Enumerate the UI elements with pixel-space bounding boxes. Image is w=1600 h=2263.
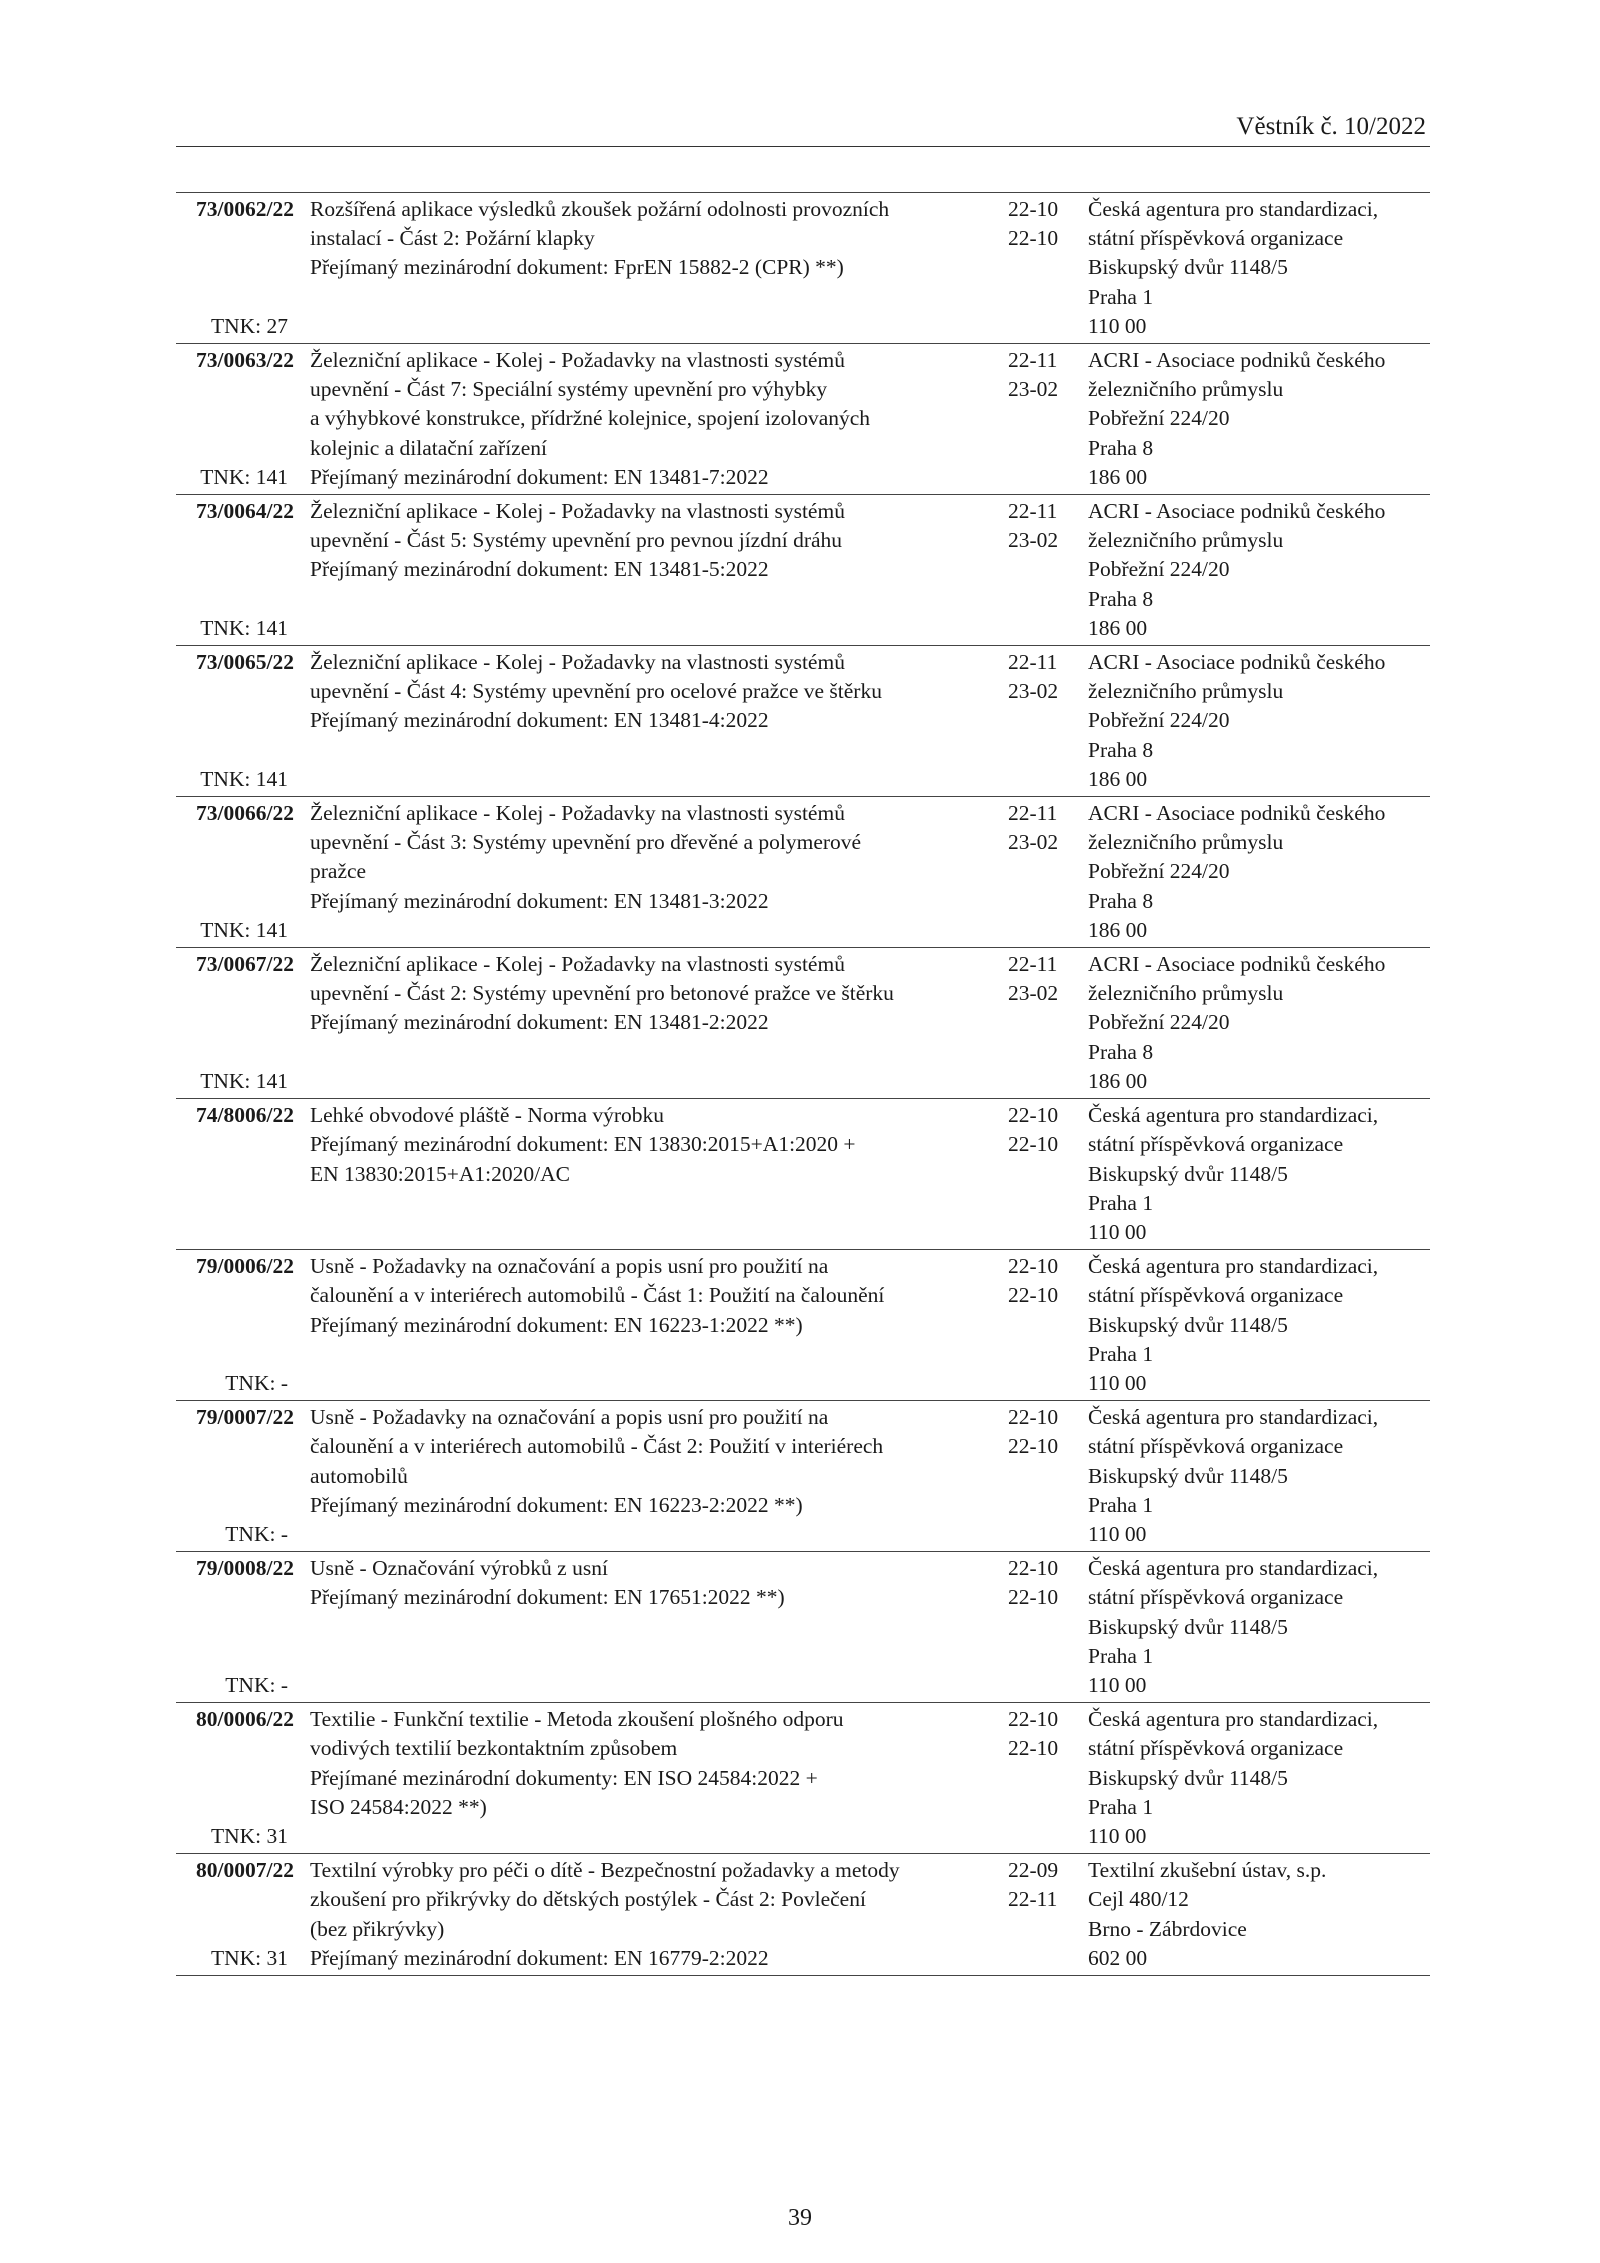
entry-title bbox=[306, 1252, 996, 1398]
title-line: ISO 24584:2022 **) bbox=[310, 1794, 487, 1819]
entry-tnk: TNK: - bbox=[225, 1672, 288, 1697]
title-line: upevnění - Část 5: Systémy upevnění pro pevnou jízdní dráhu bbox=[310, 528, 843, 553]
title-line: instalací - Část 2: Požární klapky bbox=[310, 226, 595, 251]
title-line: upevnění - Část 4: Systémy upevnění pro ocelové pražce ve štěrku bbox=[310, 679, 882, 704]
date-value: 23-02 bbox=[1008, 981, 1059, 1006]
title-line: EN 13830:2015+A1:2020/AC bbox=[310, 1161, 570, 1186]
organization-line: Praha 8 bbox=[1088, 737, 1154, 762]
date-value: 23-02 bbox=[1008, 377, 1059, 402]
organization-line: Pobřežní 224/20 bbox=[1088, 1010, 1230, 1035]
entry-organization bbox=[1088, 346, 1430, 492]
entry-dates bbox=[996, 648, 1088, 794]
entry-tnk: TNK: - bbox=[225, 1521, 288, 1546]
entry-title bbox=[306, 1856, 996, 1973]
entry-id-column bbox=[176, 346, 306, 492]
entry-tnk: TNK: 141 bbox=[200, 464, 288, 489]
organization-line: Praha 1 bbox=[1088, 1794, 1154, 1819]
entry-organization bbox=[1088, 648, 1430, 794]
organization-line: 110 00 bbox=[1088, 1370, 1147, 1395]
standard-entry bbox=[176, 1703, 1430, 1854]
organization-line: Praha 1 bbox=[1088, 284, 1154, 309]
entry-id-column bbox=[176, 799, 306, 945]
title-line: Přejímaný mezinárodní dokument: EN 13481-5:2022 bbox=[310, 557, 769, 582]
organization-line: Česká agentura pro standardizaci, bbox=[1088, 1707, 1379, 1732]
date-value: 22-09 bbox=[1008, 1858, 1059, 1883]
organization-line: 186 00 bbox=[1088, 766, 1148, 791]
title-line: upevnění - Část 2: Systémy upevnění pro betonové pražce ve štěrku bbox=[310, 981, 894, 1006]
title-line: kolejnic a dilatační zařízení bbox=[310, 435, 547, 460]
organization-line: ACRI - Asociace podniků českého bbox=[1088, 952, 1386, 977]
date-value: 23-02 bbox=[1008, 528, 1059, 553]
title-line: upevnění - Část 3: Systémy upevnění pro dřevěné a polymerové bbox=[310, 830, 862, 855]
entry-tnk: TNK: 31 bbox=[210, 1945, 288, 1970]
organization-line: 110 00 bbox=[1088, 1823, 1147, 1848]
date-value: 22-11 bbox=[1008, 952, 1058, 977]
organization-line: státní příspěvková organizace bbox=[1088, 226, 1344, 251]
title-line: čalounění a v interiérech automobilů - Část 1: Použití na čalounění bbox=[310, 1283, 885, 1308]
standard-entry bbox=[176, 1854, 1430, 1976]
date-value: 22-10 bbox=[1008, 1736, 1059, 1761]
entry-tnk: TNK: 27 bbox=[210, 313, 288, 338]
title-line: Přejímaný mezinárodní dokument: EN 16223-1:2022 **) bbox=[310, 1312, 803, 1337]
date-value: 22-11 bbox=[1008, 1887, 1058, 1912]
date-value: 22-11 bbox=[1008, 499, 1058, 524]
entry-dates bbox=[996, 1252, 1088, 1398]
organization-line: 110 00 bbox=[1088, 313, 1147, 338]
title-line: Železniční aplikace - Kolej - Požadavky na vlastnosti systémů bbox=[310, 348, 845, 373]
organization-line: Textilní zkušební ústav, s.p. bbox=[1088, 1858, 1327, 1883]
bulletin-header: Věstník č. 10/2022 bbox=[1236, 113, 1426, 140]
title-line: Textilní výrobky pro péči o dítě - Bezpečnostní požadavky a metody bbox=[310, 1858, 900, 1883]
entry-dates bbox=[996, 1101, 1088, 1247]
organization-line: 186 00 bbox=[1088, 917, 1148, 942]
title-line: (bez přikrývky) bbox=[310, 1916, 445, 1941]
organization-line: železničního průmyslu bbox=[1088, 528, 1284, 553]
entry-organization bbox=[1088, 1554, 1430, 1700]
standard-entry bbox=[176, 495, 1430, 646]
organization-line: Biskupský dvůr 1148/5 bbox=[1088, 1312, 1288, 1337]
organization-line: Biskupský dvůr 1148/5 bbox=[1088, 1614, 1288, 1639]
organization-line: státní příspěvková organizace bbox=[1088, 1434, 1344, 1459]
title-line: Přejímaný mezinárodní dokument: FprEN 15882-2 (CPR) **) bbox=[310, 255, 844, 280]
organization-line: 110 00 bbox=[1088, 1672, 1147, 1697]
entry-title bbox=[306, 195, 996, 341]
entry-id-column bbox=[176, 1403, 306, 1549]
entry-title bbox=[306, 950, 996, 1096]
entry-title bbox=[306, 1403, 996, 1549]
organization-line: Česká agentura pro standardizaci, bbox=[1088, 1103, 1379, 1128]
title-line: Přejímaný mezinárodní dokument: EN 13481-2:2022 bbox=[310, 1010, 769, 1035]
date-value: 22-10 bbox=[1008, 1556, 1059, 1581]
entry-organization bbox=[1088, 950, 1430, 1096]
organization-line: 110 00 bbox=[1088, 1219, 1147, 1244]
title-line: vodivých textilií bezkontaktním způsobem bbox=[310, 1736, 678, 1761]
entry-number: 80/0007/22 bbox=[196, 1858, 294, 1883]
title-line: upevnění - Část 7: Speciální systémy upevnění pro výhybky bbox=[310, 377, 828, 402]
title-line: Železniční aplikace - Kolej - Požadavky na vlastnosti systémů bbox=[310, 499, 845, 524]
standard-entry bbox=[176, 1250, 1430, 1401]
date-value: 22-10 bbox=[1008, 1132, 1059, 1157]
title-line: a výhybkové konstrukce, přídržné kolejnice, spojení izolovaných bbox=[310, 406, 871, 431]
entry-id-column bbox=[176, 497, 306, 643]
date-value: 22-10 bbox=[1008, 1283, 1059, 1308]
entry-number: 79/0007/22 bbox=[196, 1405, 294, 1430]
date-value: 22-10 bbox=[1008, 197, 1059, 221]
organization-line: Praha 1 bbox=[1088, 1190, 1154, 1215]
title-line: Přejímaný mezinárodní dokument: EN 13830:2015+A1:2020 + bbox=[310, 1132, 856, 1157]
entry-number: 74/8006/22 bbox=[196, 1103, 294, 1128]
date-value: 22-10 bbox=[1008, 1434, 1059, 1459]
entry-organization bbox=[1088, 195, 1430, 341]
organization-line: Praha 8 bbox=[1088, 435, 1154, 460]
organization-line: ACRI - Asociace podniků českého bbox=[1088, 499, 1386, 524]
entry-organization bbox=[1088, 1856, 1430, 1973]
organization-line: Praha 1 bbox=[1088, 1341, 1154, 1366]
entry-dates bbox=[996, 1856, 1088, 1973]
entry-id-column bbox=[176, 1101, 306, 1247]
organization-line: Praha 8 bbox=[1088, 888, 1154, 913]
standard-entry bbox=[176, 1099, 1430, 1250]
date-value: 22-10 bbox=[1008, 1405, 1059, 1430]
entry-number: 80/0006/22 bbox=[196, 1707, 294, 1732]
standard-entry bbox=[176, 1401, 1430, 1552]
title-line: Přejímaný mezinárodní dokument: EN 13481-3:2022 bbox=[310, 888, 769, 913]
organization-line: státní příspěvková organizace bbox=[1088, 1283, 1344, 1308]
organization-line: Pobřežní 224/20 bbox=[1088, 406, 1230, 431]
title-line: Rozšířená aplikace výsledků zkoušek požární odolnosti provozních bbox=[310, 197, 890, 221]
date-value: 22-10 bbox=[1008, 1254, 1059, 1279]
title-line: Železniční aplikace - Kolej - Požadavky na vlastnosti systémů bbox=[310, 952, 845, 977]
entry-id-column bbox=[176, 1554, 306, 1700]
entry-id-column bbox=[176, 1252, 306, 1398]
entry-dates bbox=[996, 799, 1088, 945]
title-line: Usně - Požadavky na označování a popis usní pro použití na bbox=[310, 1254, 829, 1279]
entry-dates bbox=[996, 497, 1088, 643]
title-line: automobilů bbox=[310, 1463, 408, 1488]
entry-organization bbox=[1088, 799, 1430, 945]
organization-line: Pobřežní 224/20 bbox=[1088, 557, 1230, 582]
title-line: zkoušení pro přikrývky do dětských postýlek - Část 2: Povlečení bbox=[310, 1887, 866, 1912]
entry-tnk: TNK: 141 bbox=[200, 917, 288, 942]
entry-dates bbox=[996, 195, 1088, 341]
standard-entry bbox=[176, 344, 1430, 495]
organization-line: ACRI - Asociace podniků českého bbox=[1088, 650, 1386, 675]
organization-line: Biskupský dvůr 1148/5 bbox=[1088, 1161, 1288, 1186]
organization-line: Praha 1 bbox=[1088, 1492, 1154, 1517]
title-line: Přejímané mezinárodní dokumenty: EN ISO 24584:2022 + bbox=[310, 1765, 818, 1790]
date-value: 22-10 bbox=[1008, 1585, 1059, 1610]
organization-line: státní příspěvková organizace bbox=[1088, 1736, 1344, 1761]
entry-id-column bbox=[176, 1705, 306, 1851]
entry-title bbox=[306, 648, 996, 794]
entry-organization bbox=[1088, 1403, 1430, 1549]
date-value: 22-11 bbox=[1008, 801, 1058, 826]
title-line: Přejímaný mezinárodní dokument: EN 13481-7:2022 bbox=[310, 464, 769, 489]
organization-line: Pobřežní 224/20 bbox=[1088, 859, 1230, 884]
date-value: 22-11 bbox=[1008, 348, 1058, 373]
title-line: Usně - Označování výrobků z usní bbox=[310, 1556, 608, 1581]
standards-list bbox=[176, 192, 1430, 1976]
entry-title bbox=[306, 497, 996, 643]
entry-number: 73/0063/22 bbox=[196, 348, 294, 373]
date-value: 22-10 bbox=[1008, 1707, 1059, 1732]
entry-id-column bbox=[176, 648, 306, 794]
entry-number: 79/0006/22 bbox=[196, 1254, 294, 1279]
entry-organization bbox=[1088, 1705, 1430, 1851]
organization-line: 602 00 bbox=[1088, 1945, 1148, 1970]
date-value: 22-10 bbox=[1008, 1103, 1059, 1128]
organization-line: železničního průmyslu bbox=[1088, 377, 1284, 402]
entry-dates bbox=[996, 346, 1088, 492]
entry-title bbox=[306, 346, 996, 492]
date-value: 22-10 bbox=[1008, 226, 1059, 251]
organization-line: 186 00 bbox=[1088, 464, 1148, 489]
entry-tnk: TNK: 141 bbox=[200, 615, 288, 640]
entry-id-column bbox=[176, 195, 306, 341]
entry-dates bbox=[996, 1705, 1088, 1851]
organization-line: Česká agentura pro standardizaci, bbox=[1088, 1254, 1379, 1279]
entry-title bbox=[306, 1101, 996, 1247]
organization-line: Biskupský dvůr 1148/5 bbox=[1088, 255, 1288, 280]
title-line: pražce bbox=[310, 859, 367, 884]
entry-number: 73/0062/22 bbox=[196, 197, 294, 221]
organization-line: státní příspěvková organizace bbox=[1088, 1585, 1344, 1610]
entry-dates bbox=[996, 950, 1088, 1096]
organization-line: Česká agentura pro standardizaci, bbox=[1088, 197, 1379, 221]
entry-tnk: TNK: 141 bbox=[200, 1068, 288, 1093]
entry-number: 73/0066/22 bbox=[196, 801, 294, 826]
organization-line: ACRI - Asociace podniků českého bbox=[1088, 348, 1386, 373]
standard-entry bbox=[176, 646, 1430, 797]
entry-dates bbox=[996, 1403, 1088, 1549]
organization-line: Brno - Zábrdovice bbox=[1088, 1916, 1247, 1941]
entry-tnk: TNK: 31 bbox=[210, 1823, 288, 1848]
title-line: Přejímaný mezinárodní dokument: EN 13481-4:2022 bbox=[310, 708, 769, 733]
entry-id-column bbox=[176, 950, 306, 1096]
organization-line: státní příspěvková organizace bbox=[1088, 1132, 1344, 1157]
entry-id-column bbox=[176, 1856, 306, 1973]
title-line: Lehké obvodové pláště - Norma výrobku bbox=[310, 1103, 665, 1128]
entry-organization bbox=[1088, 1101, 1430, 1247]
organization-line: Praha 1 bbox=[1088, 1643, 1154, 1668]
entry-number: 73/0067/22 bbox=[196, 952, 294, 977]
organization-line: Biskupský dvůr 1148/5 bbox=[1088, 1463, 1288, 1488]
organization-line: železničního průmyslu bbox=[1088, 830, 1284, 855]
title-line: Přejímaný mezinárodní dokument: EN 16779-2:2022 bbox=[310, 1945, 769, 1970]
standard-entry bbox=[176, 193, 1430, 344]
title-line: Železniční aplikace - Kolej - Požadavky na vlastnosti systémů bbox=[310, 650, 845, 675]
title-line: Přejímaný mezinárodní dokument: EN 17651:2022 **) bbox=[310, 1585, 785, 1610]
standard-entry bbox=[176, 948, 1430, 1099]
entry-tnk: TNK: - bbox=[225, 1370, 288, 1395]
date-value: 22-11 bbox=[1008, 650, 1058, 675]
date-value: 23-02 bbox=[1008, 679, 1059, 704]
entry-tnk: TNK: 141 bbox=[200, 766, 288, 791]
entry-number: 79/0008/22 bbox=[196, 1556, 294, 1581]
entry-title bbox=[306, 799, 996, 945]
entry-title bbox=[306, 1554, 996, 1700]
title-line: Přejímaný mezinárodní dokument: EN 16223-2:2022 **) bbox=[310, 1492, 803, 1517]
organization-line: ACRI - Asociace podniků českého bbox=[1088, 801, 1386, 826]
organization-line: Pobřežní 224/20 bbox=[1088, 708, 1230, 733]
organization-line: Praha 8 bbox=[1088, 1039, 1154, 1064]
organization-line: 186 00 bbox=[1088, 615, 1148, 640]
entry-number: 73/0064/22 bbox=[196, 499, 294, 524]
title-line: čalounění a v interiérech automobilů - Část 2: Použití v interiérech bbox=[310, 1434, 884, 1459]
organization-line: 186 00 bbox=[1088, 1068, 1148, 1093]
header-rule bbox=[176, 146, 1430, 147]
standard-entry bbox=[176, 1552, 1430, 1703]
organization-line: Česká agentura pro standardizaci, bbox=[1088, 1556, 1379, 1581]
organization-line: Cejl 480/12 bbox=[1088, 1887, 1189, 1912]
title-line: Textilie - Funkční textilie - Metoda zkoušení plošného odporu bbox=[310, 1707, 844, 1732]
title-line: Železniční aplikace - Kolej - Požadavky na vlastnosti systémů bbox=[310, 801, 845, 826]
organization-line: 110 00 bbox=[1088, 1521, 1147, 1546]
standard-entry bbox=[176, 797, 1430, 948]
title-line: Usně - Požadavky na označování a popis usní pro použití na bbox=[310, 1405, 829, 1430]
entry-title bbox=[306, 1705, 996, 1851]
organization-line: železničního průmyslu bbox=[1088, 981, 1284, 1006]
entry-organization bbox=[1088, 497, 1430, 643]
organization-line: Česká agentura pro standardizaci, bbox=[1088, 1405, 1379, 1430]
date-value: 23-02 bbox=[1008, 830, 1059, 855]
entry-number: 73/0065/22 bbox=[196, 650, 294, 675]
organization-line: Praha 8 bbox=[1088, 586, 1154, 611]
entry-organization bbox=[1088, 1252, 1430, 1398]
organization-line: Biskupský dvůr 1148/5 bbox=[1088, 1765, 1288, 1790]
organization-line: železničního průmyslu bbox=[1088, 679, 1284, 704]
entry-dates bbox=[996, 1554, 1088, 1700]
page-number: 39 bbox=[788, 2205, 812, 2231]
